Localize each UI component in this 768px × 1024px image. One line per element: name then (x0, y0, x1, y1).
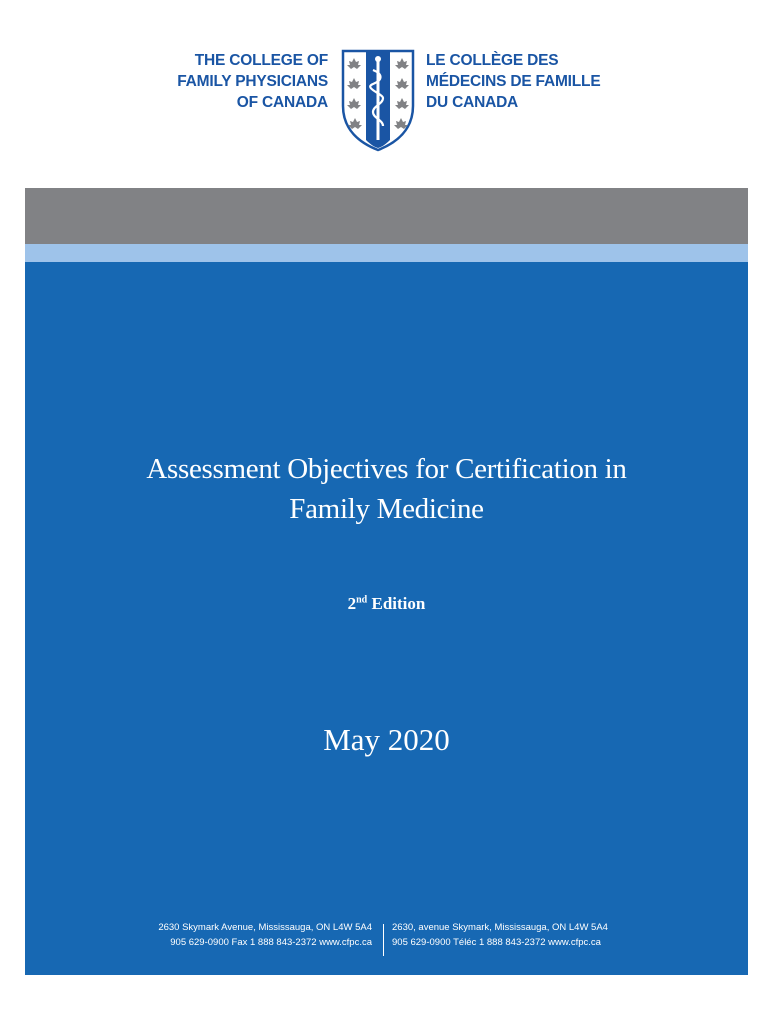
org-name-en-line-2: FAMILY PHYSICIANS (177, 73, 328, 90)
edition-number: 2 (347, 594, 357, 613)
light-blue-band (25, 244, 748, 262)
org-name-french (426, 50, 600, 113)
footer-fr-contact: 905 629-0900 Téléc 1 888 843-2372 www.cfpc.ca (392, 937, 601, 948)
org-name-fr-line-2: MÉDECINS DE FAMILLE (426, 73, 601, 90)
footer-french (392, 920, 608, 950)
footer-english (158, 920, 372, 950)
footer-contact (0, 920, 768, 960)
org-name-en-line-3: OF CANADA (236, 94, 328, 111)
edition-label (25, 594, 748, 614)
org-name-en-line-1: THE COLLEGE OF (194, 52, 328, 69)
publication-date: May 2020 (323, 722, 450, 757)
edition-suffix: nd (356, 594, 368, 606)
footer-fr-address: 2630, avenue Skymark, Mississauga, ON L4W 5A4 (392, 922, 608, 933)
cover-blue-panel (25, 262, 748, 975)
edition-word: Edition (371, 594, 426, 613)
shield-crest-icon (340, 48, 416, 152)
document-title-line-2: Family Medicine (289, 493, 484, 525)
footer-divider (383, 924, 384, 956)
footer-en-address: 2630 Skymark Avenue, Mississauga, ON L4W 5A4 (158, 922, 372, 933)
gray-band (25, 188, 748, 244)
org-name-fr-line-1: LE COLLÈGE DES (426, 52, 559, 69)
org-name-english (177, 50, 328, 113)
org-name-fr-line-3: DU CANADA (426, 94, 519, 111)
header (0, 0, 768, 188)
footer-en-contact: 905 629-0900 Fax 1 888 843-2372 www.cfpc.ca (170, 937, 372, 948)
document-title (25, 449, 748, 529)
document-title-line-1: Assessment Objectives for Certification in (146, 453, 627, 485)
